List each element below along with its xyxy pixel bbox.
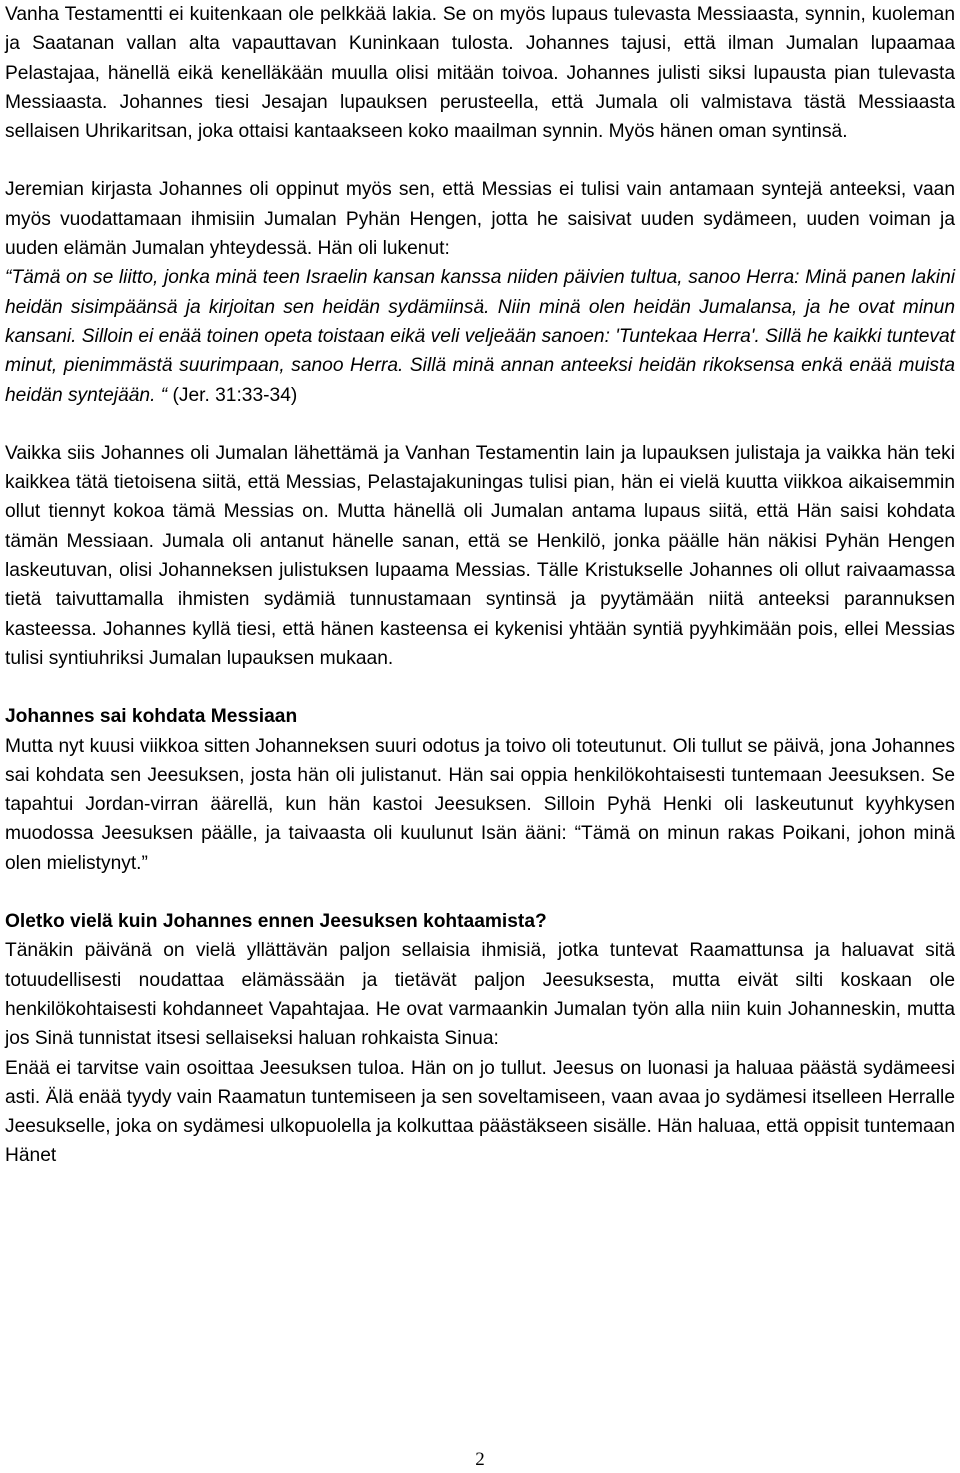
section-text-oletko-1: Tänäkin päivänä on vielä yllättävän paljon sellaisia ihmisiä, jotka tuntevat Raamattunsa ja haluavat sitä totuudellisesti noudattaa elämässään ja tietävät paljon Jeesuksesta, mutta eivät silti koskaan ole henkilökohtaisesti kohdanneet Vapahtajaa. He ovat varmaankin Jumalan työn alla niin kuin Johanneskin, mutta jos Sinä tunnistat itsesi sellaiseksi haluan rohkaista Sinua: [5, 940, 955, 1050]
document-page [5, 0, 955, 1171]
paragraph-spacer [5, 410, 955, 439]
paragraph-spacer [5, 673, 955, 702]
paragraph-jeremiah: Jeremian kirjasta Johannes oli oppinut myös sen, että Messias ei tulisi vain antamaan syntejä anteeksi, vaan myös vuodattamaan ihmisiin Jumalan Pyhän Hengen, jotta he saisivat uuden sydämeen, uuden voiman ja uuden elämän Jumalan yhteydessä. Hän oli lukenut: [5, 179, 955, 260]
scripture-reference: (Jer. 31:33-34) [167, 384, 298, 406]
page-number: 2 [475, 1449, 485, 1470]
paragraph-spacer [5, 146, 955, 175]
section-heading-oletko: Oletko vielä kuin Johannes ennen Jeesuksen kohtaamista? [5, 911, 547, 933]
scripture-quote-text: “Tämä on se liitto, jonka minä teen Israelin kansan kanssa niiden päivien tultua, sanoo Herra: Minä panen lakini heidän sisimpäänsä ja kirjoitan sen heidän sydämiinsä. Niin minä olen heidän Jumalansa, ja he ovat minun kansani. Silloin ei enää toinen opeta toistaan eikä veli veljeään sanoen: 'Tuntekaa Herra'. Sillä he kaikki tuntevat minut, pienimmästä suurimpaan, sanoo Herra. Sillä minä annan anteeksi heidän rikoksensa enkä enää muista heidän syntejään. “ [5, 267, 955, 406]
paragraph-spacer [5, 878, 955, 907]
paragraph-johannes-messias: Vaikka siis Johannes oli Jumalan lähettämä ja Vanhan Testamentin lain ja lupauksen julistaja ja vaikka hän teki kaikkea tätä tietoisena siitä, että Messias, Pelastajakuningas tulisi pian, hän ei vielä kuutta viikkoa aikaisemmin ollut tiennyt kokoa tämä Messias on. Mutta hänellä oli Jumalan antama lupaus siitä, että Hän saisi kohdata tämän Messiaan. Jumala oli antanut hänelle sanan, että se Henkilö, jonka päälle hän näkisi Pyhän Hengen laskeutuvan, olisi Johanneksen julistuksen lupaama Messias. Tälle Kristukselle Johannes oli ollut raivaamassa tietä taivuttamalla ihmisten sydämiä tunnustamaan syntinsä ja pyytämään niitä anteeksi parannuksen kasteessa. Johannes kyllä tiesi, että hänen kasteensa ei kykenisi yhtään syntiä pyyhkimään pois, ellei Messias tulisi syntiuhriksi Jumalan lupauksen mukaan. [5, 442, 955, 669]
section-text-oletko-2: Enää ei tarvitse vain osoittaa Jeesuksen tuloa. Hän on jo tullut. Jeesus on luonasi ja haluaa päästä sydämeesi asti. Älä enää tyydy vain Raamatun tuntemiseen ja sen soveltamiseen, vaan avaa jo sydämesi itselleen Herralle Jeesukselle, joka on sydämesi ulkopuolella ja kolkuttaa päästäkseen sisälle. Hän haluaa, että oppisit tuntemaan Hänet [5, 1057, 955, 1167]
section-heading-messiaan: Johannes sai kohdata Messiaan [5, 706, 298, 728]
section-text-messiaan: Mutta nyt kuusi viikkoa sitten Johanneksen suuri odotus ja toivo oli toteutunut. Oli tullut se päivä, jona Johannes sai kohdata sen Jeesuksen, josta hän oli julistanut. Hän sai oppia henkilökohtaisesti tuntemaan Jeesuksen. Se tapahtui Jordan-virran äärellä, kun hän kastoi Jeesuksen. Silloin Pyhä Henki oli laskeutunut kyyhkysen muodossa Jeesuksen päälle, ja taivaasta oli kuulunut Isän ääni: “Tämä on minun rakas Poikani, johon minä olen mielistynyt.” [5, 735, 955, 874]
paragraph-intro: Vanha Testamentti ei kuitenkaan ole pelkkää lakia. Se on myös lupaus tulevasta Messiaasta, synnin, kuoleman ja Saatanan vallan alta vapauttavan Kuninkaan tulosta. Johannes tajusi, että ilman Jumalan lupaamaa Pelastajaa, hänellä eikä kenelläkään muulla olisi mitään toivoa. Johannes julisti siksi lupausta pian tulevasta Messiaasta. Johannes tiesi Jesajan lupauksen perusteella, että Jumala oli valmistava tästä Messiaasta sellaisen Uhrikaritsan, joka ottaisi kantaakseen koko maailman synnin. Myös hänen oman syntinsä. [5, 4, 955, 143]
scripture-quote [5, 263, 955, 409]
